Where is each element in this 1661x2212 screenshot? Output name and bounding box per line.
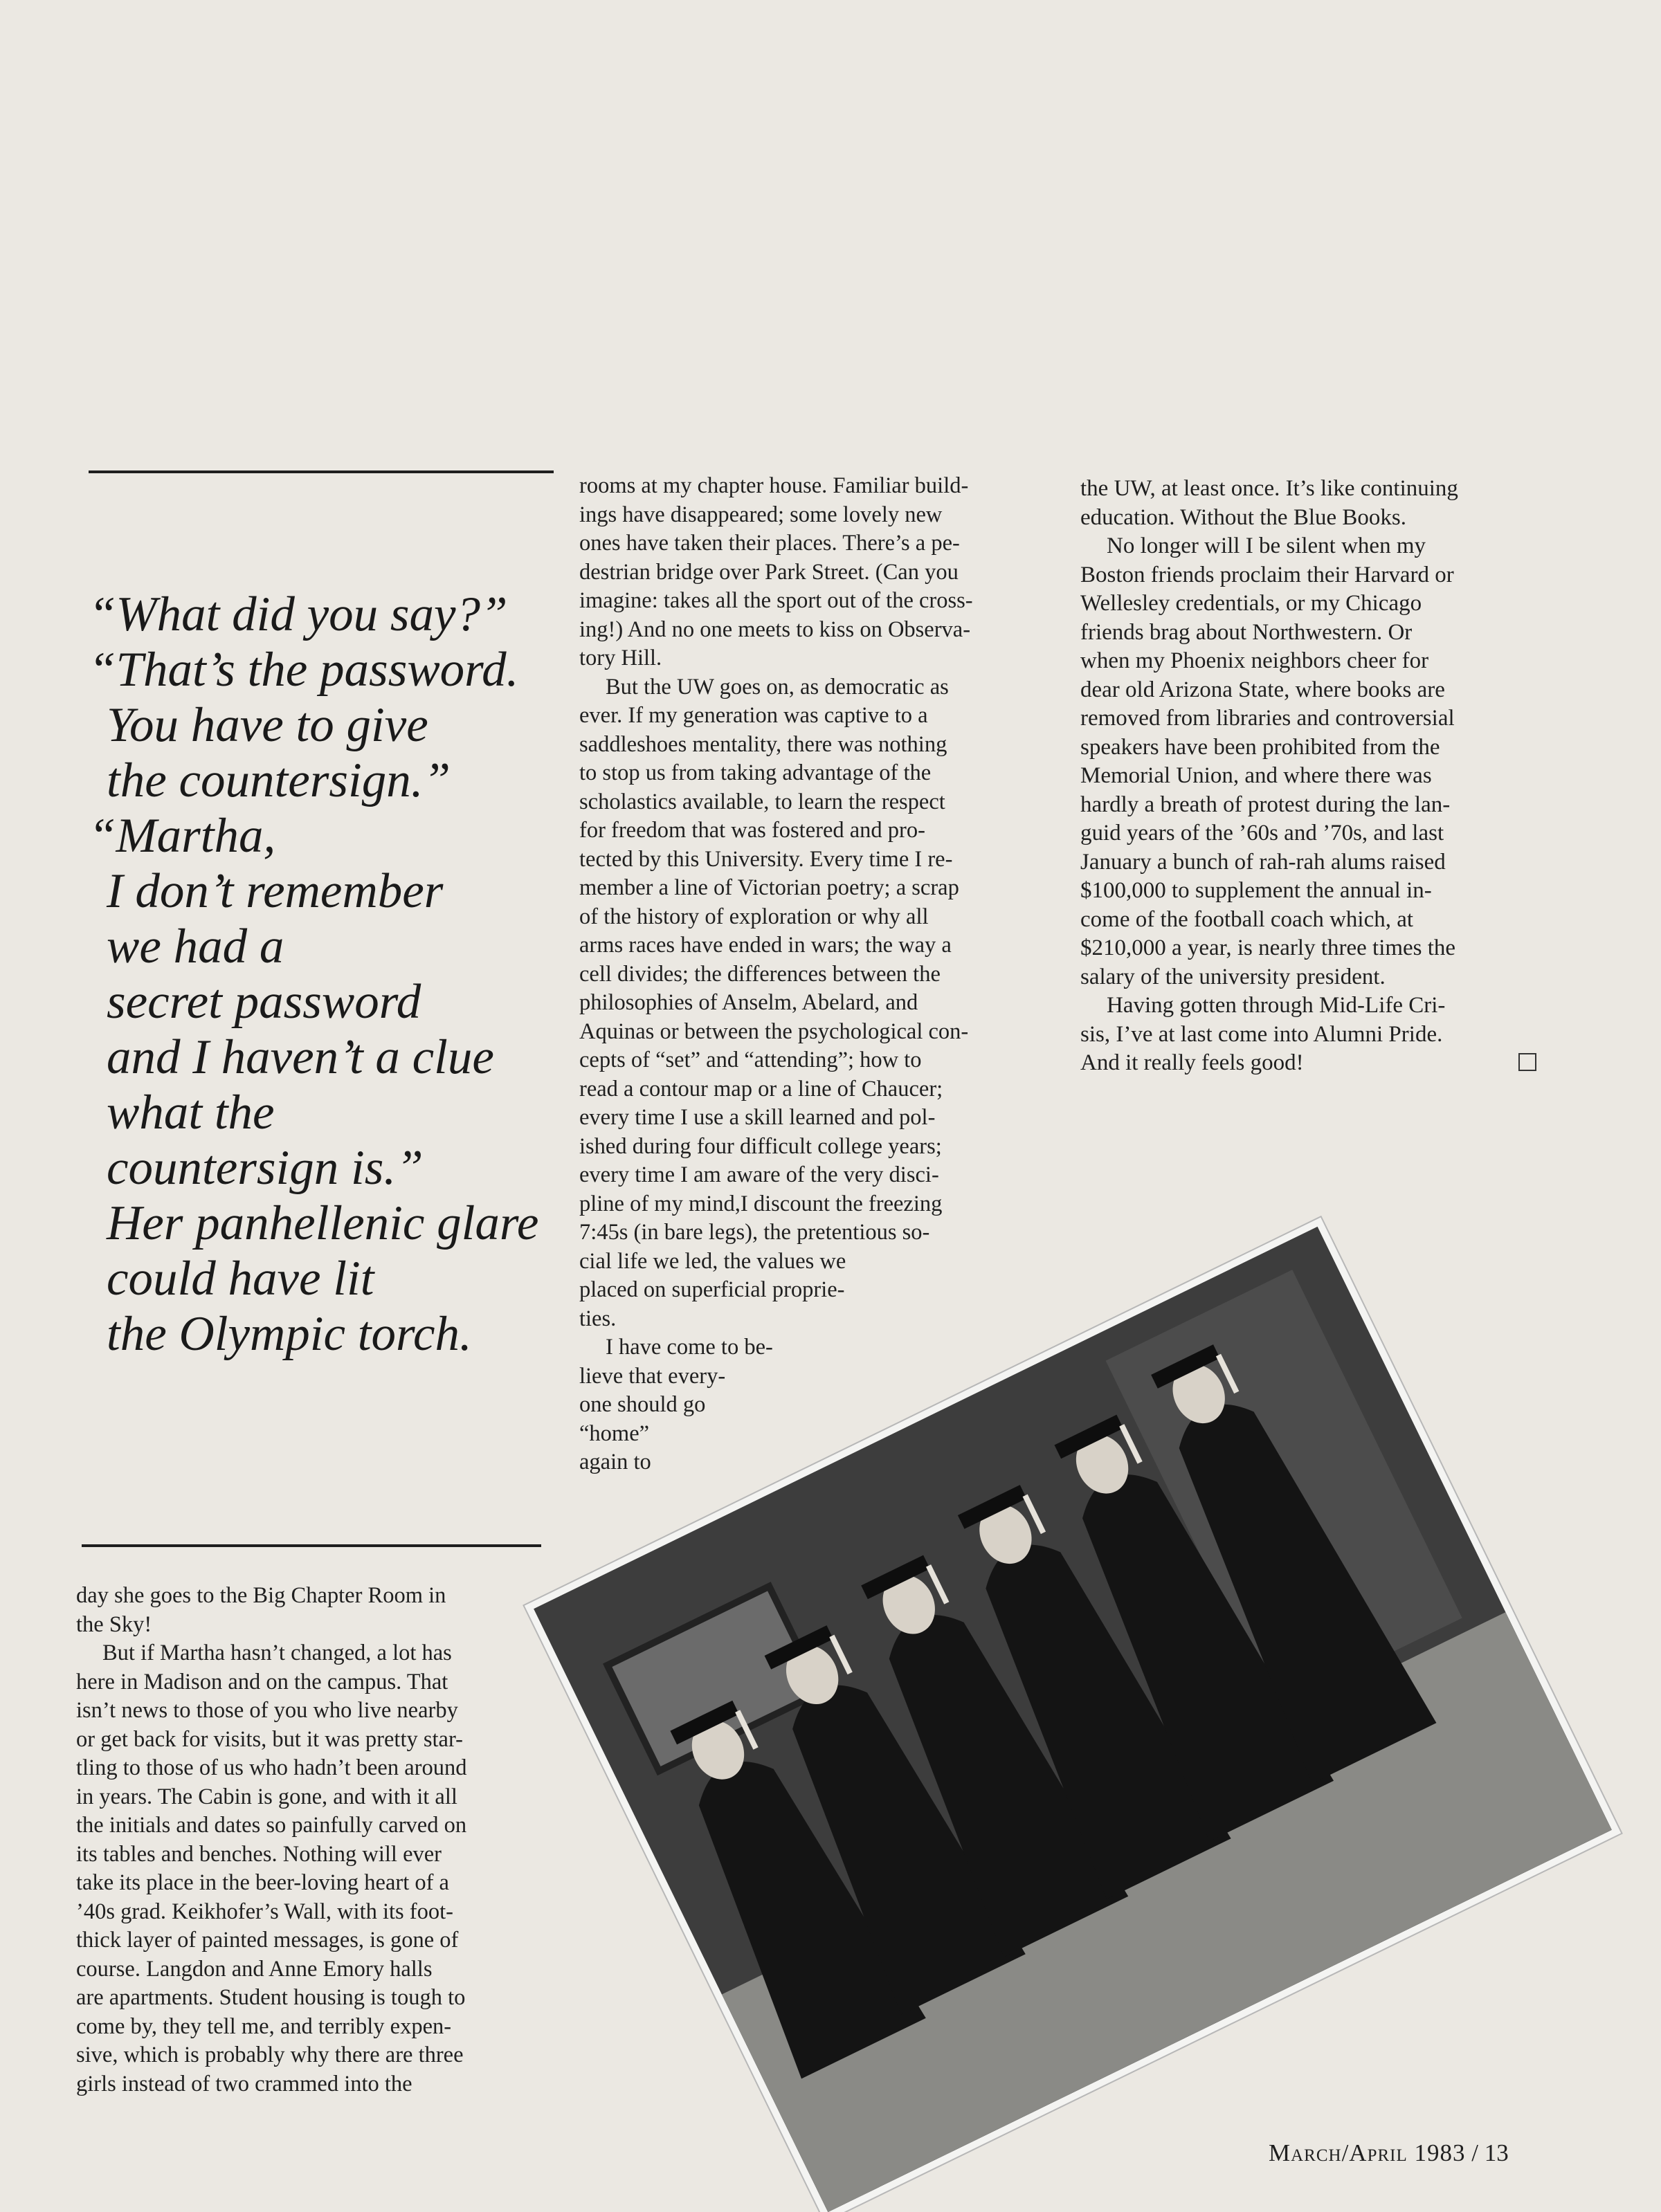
text-line: dear old Arizona State, where books are <box>1080 677 1445 702</box>
text-line: tling to those of us who hadn’t been around <box>76 1755 467 1780</box>
graduation-photo-image <box>534 1227 1612 2212</box>
text-line: $210,000 a year, is nearly three times the <box>1080 935 1456 960</box>
text-line: salary of the university president. <box>1080 964 1386 989</box>
pull-quote-line: the Olympic torch. <box>107 1307 472 1361</box>
text-line: arms races have ended in wars; the way a <box>579 933 952 958</box>
text-line: sis, I’ve at last come into Alumni Pride. <box>1080 1021 1443 1047</box>
text-line: January a bunch of rah-rah alums raised <box>1080 849 1446 875</box>
text-line: its tables and benches. Nothing will ever <box>76 1841 442 1867</box>
pull-quote-line: I don’t remember <box>107 864 444 918</box>
pull-quote-line: “Martha, <box>89 809 276 863</box>
text-line: philosophies of Anselm, Abelard, and <box>579 990 918 1015</box>
text-line: take its place in the beer-loving heart of a <box>76 1870 449 1895</box>
pull-quote-line: You have to give <box>107 698 428 752</box>
text-line: when my Phoenix neighbors cheer for <box>1080 648 1429 673</box>
text-line: in years. The Cabin is gone, and with it all <box>76 1784 457 1809</box>
text-line: But the UW goes on, as democratic as <box>606 674 949 700</box>
text-line: imagine: takes all the sport out of the cross- <box>579 588 973 613</box>
text-line: ings have disappeared; some lovely new <box>579 502 943 527</box>
text-line: every time I use a skill learned and pol- <box>579 1105 936 1130</box>
text-line: tected by this University. Every time I re- <box>579 846 953 872</box>
text-line: ’40s grad. Keikhofer’s Wall, with its foot- <box>76 1899 453 1924</box>
pull-quote <box>89 587 587 1362</box>
text-line: And it really feels good! <box>1080 1050 1304 1075</box>
text-line: are apartments. Student housing is tough to <box>76 1985 466 2010</box>
text-line: ones have taken their places. There’s a pe- <box>579 531 960 556</box>
text-line: the initials and dates so painfully carved on <box>76 1813 467 1838</box>
text-line: cell divides; the differences between the <box>579 961 941 987</box>
text-line: removed from libraries and controversial <box>1080 706 1455 731</box>
text-line: isn’t news to those of you who live nearby <box>76 1698 458 1723</box>
text-line: again to <box>579 1450 651 1474</box>
text-line: Aquinas or between the psychological con- <box>579 1018 969 1044</box>
article-column-left <box>76 1582 547 2099</box>
text-line: here in Madison and on the campus. That <box>76 1669 448 1694</box>
text-line: cepts of “set” and “attending”; how to <box>579 1048 922 1072</box>
text-line: the Sky! <box>76 1611 152 1637</box>
pull-quote-line: the countersign.” <box>107 753 451 807</box>
text-line: thick layer of painted messages, is gone of <box>76 1928 459 1953</box>
text-line: placed on superficial proprie- <box>579 1277 845 1302</box>
text-line: No longer will I be silent when my <box>1107 533 1426 558</box>
article-column-right <box>1080 475 1565 1078</box>
text-line: $100,000 to supplement the annual in- <box>1080 878 1432 903</box>
text-line: destrian bridge over Park Street. (Can you <box>579 559 959 585</box>
text-line: Having gotten through Mid-Life Cri- <box>1107 993 1446 1018</box>
text-line: ties. <box>579 1306 617 1331</box>
text-line: ever. If my generation was captive to a <box>579 703 928 728</box>
text-line: every time I am aware of the very disci- <box>579 1162 939 1187</box>
text-line: Boston friends proclaim their Harvard or <box>1080 562 1454 587</box>
text-line: or get back for visits, but it was pretty star- <box>76 1726 463 1752</box>
text-line: But if Martha hasn’t changed, a lot has <box>102 1640 452 1665</box>
pull-quote-line: what the <box>107 1086 275 1140</box>
text-line: come of the football coach which, at <box>1080 906 1414 932</box>
pull-quote-line: secret password <box>107 975 421 1029</box>
pull-quote-line: and I haven’t a clue <box>107 1030 494 1084</box>
issue-date: March/April 1983 <box>1269 2139 1466 2166</box>
pull-quote-line: we had a <box>107 920 284 974</box>
text-line: “home” <box>579 1420 650 1446</box>
text-line: for freedom that was fostered and pro- <box>579 818 925 843</box>
text-line: sive, which is probably why there are three <box>76 2042 464 2067</box>
text-line: ished during four difficult college years; <box>579 1133 942 1159</box>
text-line: member a line of Victorian poetry; a scrap <box>579 875 959 900</box>
text-line: girls instead of two crammed into the <box>76 2071 412 2096</box>
text-line: education. Without the Blue Books. <box>1080 504 1407 530</box>
text-line: come by, they tell me, and terribly expen- <box>76 2013 452 2039</box>
text-line: Memorial Union, and where there was <box>1080 763 1432 788</box>
text-line: one should go <box>579 1392 706 1417</box>
text-line: speakers have been prohibited from the <box>1080 734 1440 760</box>
pull-quote-line: “That’s the password. <box>89 643 519 697</box>
footer-separator: / <box>1465 2139 1485 2166</box>
text-line: the UW, at least once. It’s like continuing <box>1080 476 1458 501</box>
text-line: friends brag about Northwestern. Or <box>1080 619 1413 645</box>
page-number: 13 <box>1484 2139 1509 2166</box>
text-line: to stop us from taking advantage of the <box>579 760 932 785</box>
text-line: of the history of exploration or why all <box>579 904 929 929</box>
page-footer <box>1269 2139 1509 2167</box>
text-line: hardly a breath of protest during the lan- <box>1080 792 1451 817</box>
text-line: pline of my mind,I discount the freezing <box>579 1191 943 1216</box>
pull-quote-line: Her panhellenic glare <box>107 1196 539 1250</box>
pull-quote-line: countersign is.” <box>107 1141 424 1195</box>
text-line: read a contour map or a line of Chaucer; <box>579 1076 943 1102</box>
text-line: I have come to be- <box>606 1335 773 1360</box>
text-line: Wellesley credentials, or my Chicago <box>1080 591 1422 616</box>
text-line: lieve that every- <box>579 1363 726 1389</box>
top-rule <box>89 470 554 473</box>
text-line: cial life we led, the values we <box>579 1248 846 1274</box>
text-line: day she goes to the Big Chapter Room in <box>76 1583 446 1608</box>
pull-quote-line: could have lit <box>107 1252 374 1306</box>
text-line: 7:45s (in bare legs), the pretentious so- <box>579 1220 930 1245</box>
bottom-rule <box>82 1544 541 1547</box>
text-line: guid years of the ’60s and ’70s, and last <box>1080 821 1444 846</box>
text-line: ing!) And no one meets to kiss on Observa- <box>579 616 971 642</box>
text-line: rooms at my chapter house. Familiar build- <box>579 473 969 498</box>
text-line: tory Hill. <box>579 646 662 670</box>
text-line: saddleshoes mentality, there was nothing <box>579 731 947 757</box>
pull-quote-line: “What did you say?” <box>89 587 508 641</box>
text-line: scholastics available, to learn the respect <box>579 789 945 814</box>
graduation-photo <box>534 1227 1612 2212</box>
text-line: course. Langdon and Anne Emory halls <box>76 1956 433 1982</box>
photo-container <box>554 1038 1619 2020</box>
